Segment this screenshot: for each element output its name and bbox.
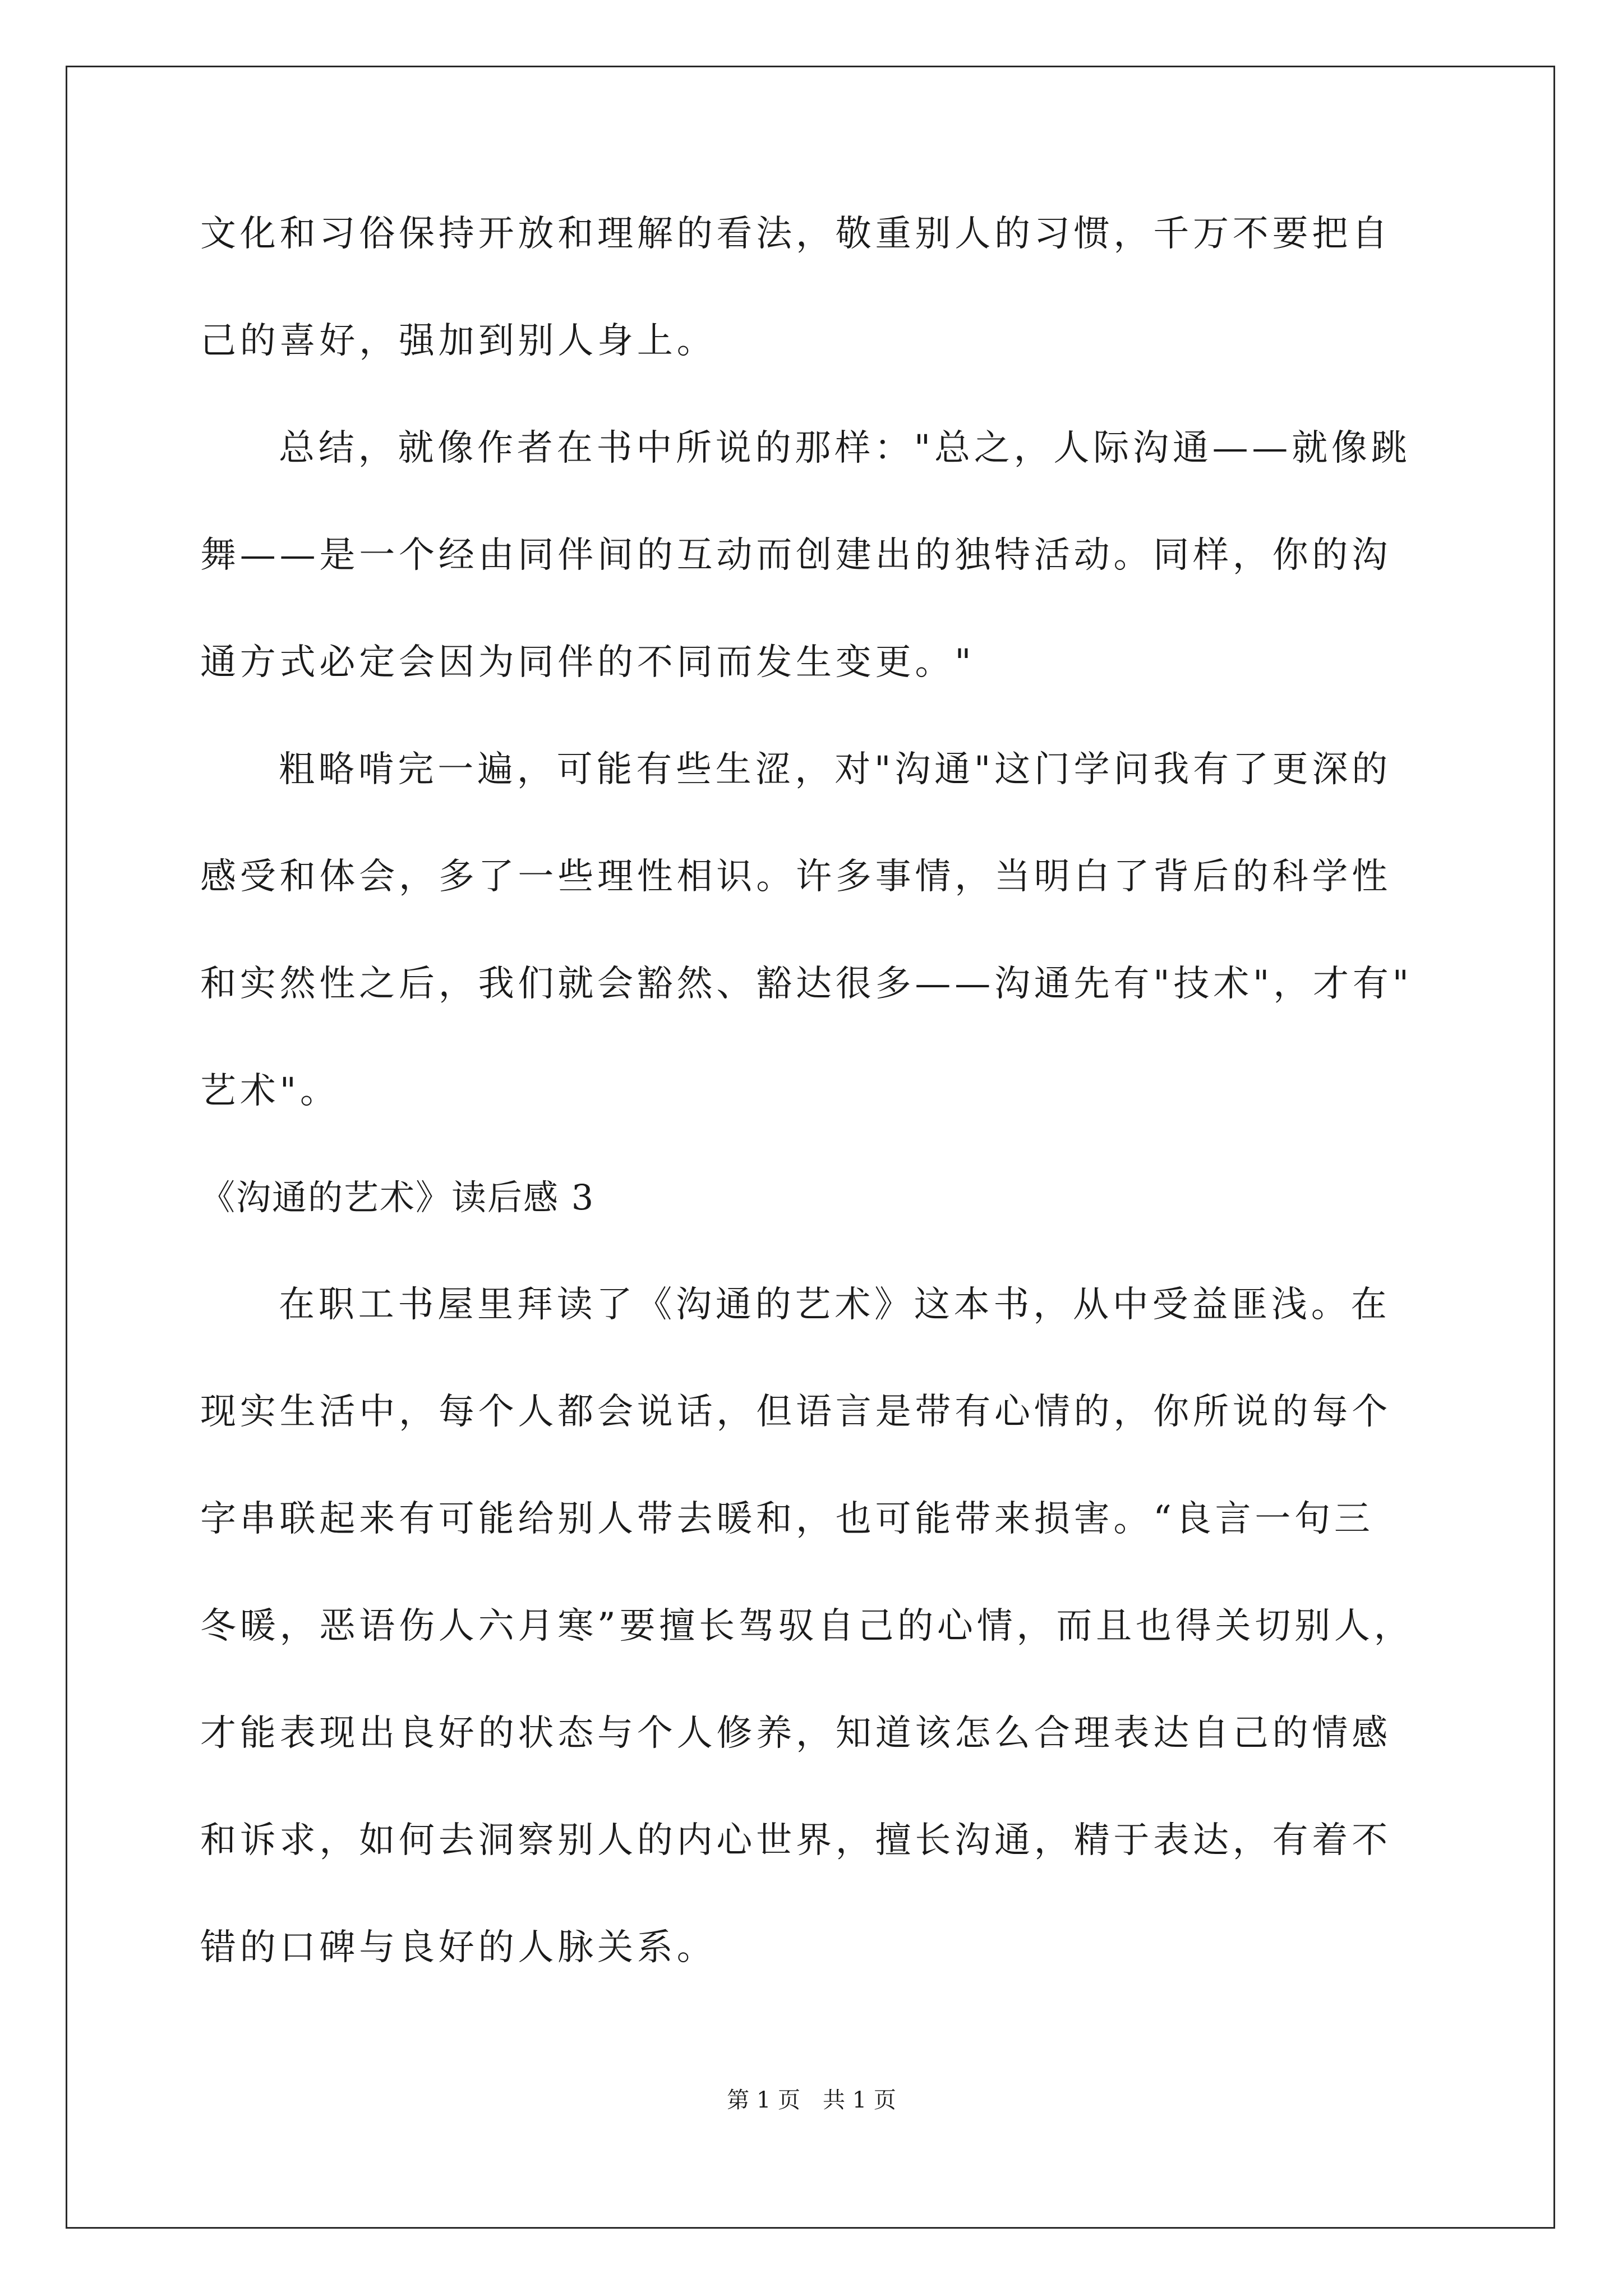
text-line: 现实生活中，每个人都会说话，但语言是带有心情的，你所说的每个 <box>200 1391 1391 1433</box>
section-heading: 《沟通的艺术》读后感 3 <box>200 1177 595 1218</box>
text-line: 艺术"。 <box>200 1070 340 1112</box>
text-line: 和诉求，如何去洞察别人的内心世界，擅长沟通，精于表达，有着不 <box>200 1820 1391 1861</box>
text-line: 文化和习俗保持开放和理解的看法，敬重别人的习惯，千万不要把自 <box>200 213 1391 255</box>
text-line: 感受和体会，多了一些理性相识。许多事情，当明白了背后的科学性 <box>200 856 1391 898</box>
document-body <box>200 213 1440 2037</box>
text-line: 己的喜好，强加到别人身上。 <box>200 320 717 362</box>
page-number: 第 1 页 <box>727 2087 800 2113</box>
text-line: 舞——是一个经由同伴间的互动而创建出的独特活动。同样，你的沟 <box>200 535 1391 576</box>
page-footer <box>0 2089 1623 2111</box>
text-line: 才能表现出良好的状态与个人修养，知道该怎么合理表达自己的情感 <box>200 1713 1391 1754</box>
text-line: 和实然性之后，我们就会豁然、豁达很多——沟通先有"技术"，才有" <box>200 963 1413 1005</box>
text-line: 通方式必定会因为同伴的不同而发生变更。" <box>200 642 975 683</box>
text-line: 错的口碑与良好的人脉关系。 <box>200 1927 717 1968</box>
paragraph-start-line: 粗略啃完一遍，可能有些生涩，对"沟通"这门学问我有了更深的 <box>279 749 1392 790</box>
page-total: 共 1 页 <box>823 2087 896 2113</box>
paragraph-start-line: 在职工书屋里拜读了《沟通的艺术》这本书，从中受益匪浅。在 <box>279 1284 1391 1326</box>
text-line: 字串联起来有可能给别人带去暖和，也可能带来损害。“良言一句三 <box>200 1498 1374 1540</box>
text-line: 冬暖，恶语伤人六月寒”要擅长驾驭自己的心情，而且也得关切别人， <box>200 1605 1414 1647</box>
paragraph-start-line: 总结，就像作者在书中所说的那样："总之，人际沟通——就像跳 <box>279 427 1411 469</box>
